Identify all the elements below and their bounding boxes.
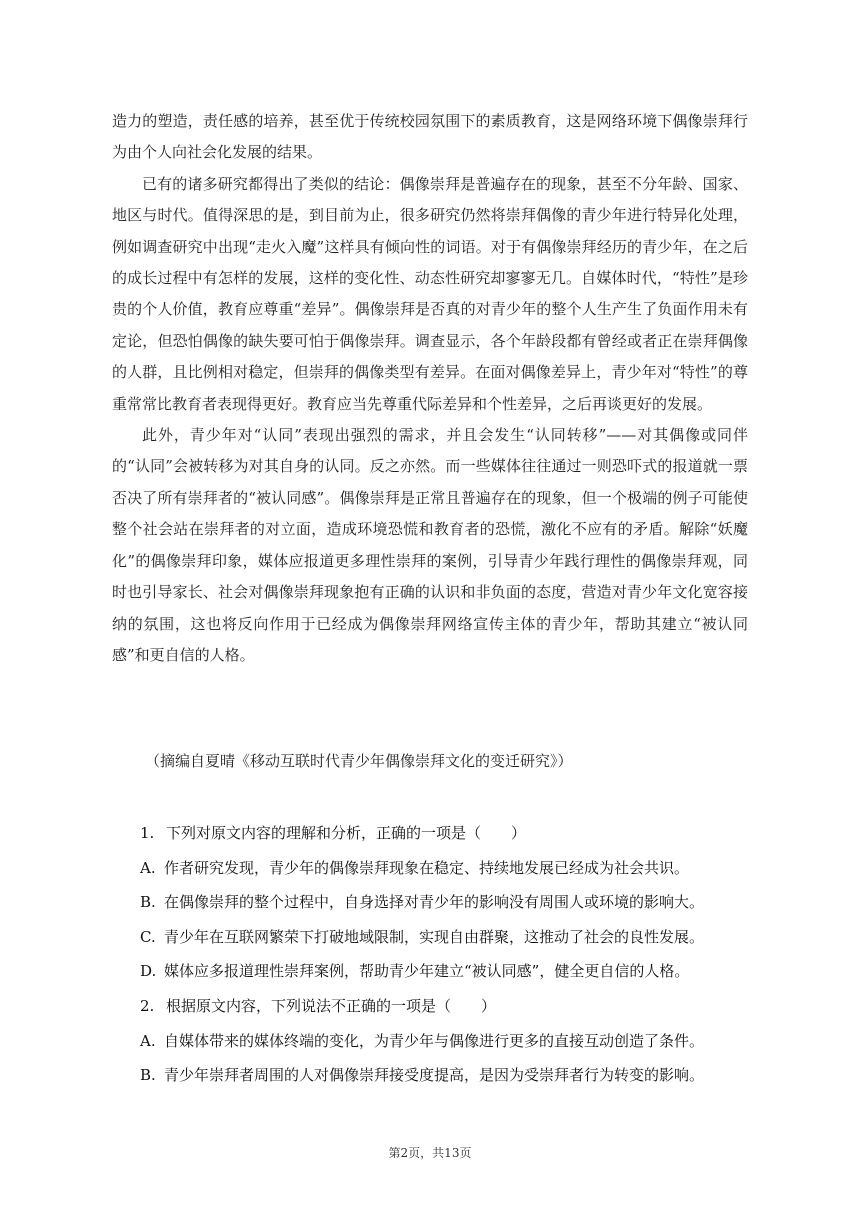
option-1b xyxy=(140,885,760,920)
question-1 xyxy=(140,816,760,851)
option-text: 自媒体带来的媒体终端的变化，为青少年与偶像进行更多的直接互动创造了条件。 xyxy=(164,1031,705,1050)
option-text: 青少年在互联网繁荣下打破地域限制，实现自由群聚，这推动了社会的良性发展。 xyxy=(164,927,705,946)
passage-source: （摘编自夏晴《移动互联时代青少年偶像崇拜文化的变迁研究》） xyxy=(145,752,573,770)
option-1d xyxy=(140,954,760,989)
passage-paragraph-1: 已有的诸多研究都得出了类似的结论：偶像崇拜是普遍存在的现象，甚至不分年龄、国家、地区与时代。值得深思的是，到目前为止，很多研究仍然将崇拜偶像的青少年进行特异化处理，例如调查研究中出现“走火入魔”这样具有倾向性的词语。对于有偶像崇拜经历的青少年，在之后的成长过程中有怎样的发展，这样的变化性、动态性研究却寥寥无几。自媒体时代，“特性”是珍贵的个人价值，教育应尊重“差异”。偶像崇拜是否真的对青少年的整个人生产生了负面作用未有定论，但恐怕偶像的缺失要可怕于偶像崇拜。调查显示，各个年龄段都有曾经或者正在崇拜偶像的人群，且比例相对稳定，但崇拜的偶像类型有差异。在面对偶像差异上，青少年对“特性”的尊重常常比教育者表现得更好。教育应当先尊重代际差异和个性差异，之后再谈更好的发展。 xyxy=(112,174,748,413)
option-text: 媒体应多报道理性崇拜案例，帮助青少年建立“被认同感”，健全更自信的人格。 xyxy=(164,962,690,981)
option-2b xyxy=(140,1058,760,1093)
question-2 xyxy=(140,989,760,1024)
option-letter: D. xyxy=(140,962,157,981)
option-letter: B. xyxy=(140,893,156,912)
passage-body xyxy=(112,106,748,671)
option-letter: A. xyxy=(140,858,156,877)
option-text: 青少年崇拜者周围的人对偶像崇拜接受度提高，是因为受崇拜者行为转变的影响。 xyxy=(164,1066,705,1085)
option-text: 在偶像崇拜的整个过程中，自身选择对青少年的影响没有周围人或环境的影响大。 xyxy=(164,893,705,912)
option-1a xyxy=(140,851,760,886)
passage-paragraph-0: 造力的塑造，责任感的培养，甚至优于传统校园氛围下的素质教育，这是网络环境下偶像崇拜行为由个人向社会化发展的结果。 xyxy=(112,112,748,162)
page-footer: 第2页，共13页 xyxy=(388,1146,472,1160)
question-stem: 根据原文内容，下列说法不正确的一项是（ ） xyxy=(166,996,497,1015)
question-list xyxy=(140,816,760,1093)
question-number: 1. xyxy=(140,824,155,842)
option-letter: A. xyxy=(140,1031,156,1050)
option-1c xyxy=(140,920,760,955)
passage-paragraph-2: 此外，青少年对“认同”表现出强烈的需求，并且会发生“认同转移”——对其偶像或同伴的“认同”会被转移为对其自身的认同。反之亦然。而一些媒体往往通过一则恐吓式的报道就一票否决了所有崇拜者的“被认同感”。偶像崇拜是正常且普遍存在的现象，但一个极端的例子可能使整个社会站在崇拜者的对立面，造成环境恐慌和教育者的恐慌，激化不应有的矛盾。解除“妖魔化”的偶像崇拜印象，媒体应报道更多理性崇拜的案例，引导青少年践行理性的偶像崇拜观，同时也引导家长、社会对偶像崇拜现象抱有正确的认识和非负面的态度，营造对青少年文化宽容接纳的氛围，这也将反向作用于已经成为偶像崇拜网络宣传主体的青少年，帮助其建立“被认同感”和更自信的人格。 xyxy=(112,426,748,664)
option-letter: C. xyxy=(140,927,156,946)
question-stem: 下列对原文内容的理解和分析，正确的一项是（ ） xyxy=(166,824,527,842)
option-2a xyxy=(140,1024,760,1059)
option-letter: B. xyxy=(140,1066,156,1085)
question-number: 2. xyxy=(140,996,155,1015)
option-text: 作者研究发现，青少年的偶像崇拜现象在稳定、持续地发展已经成为社会共识。 xyxy=(164,858,690,877)
